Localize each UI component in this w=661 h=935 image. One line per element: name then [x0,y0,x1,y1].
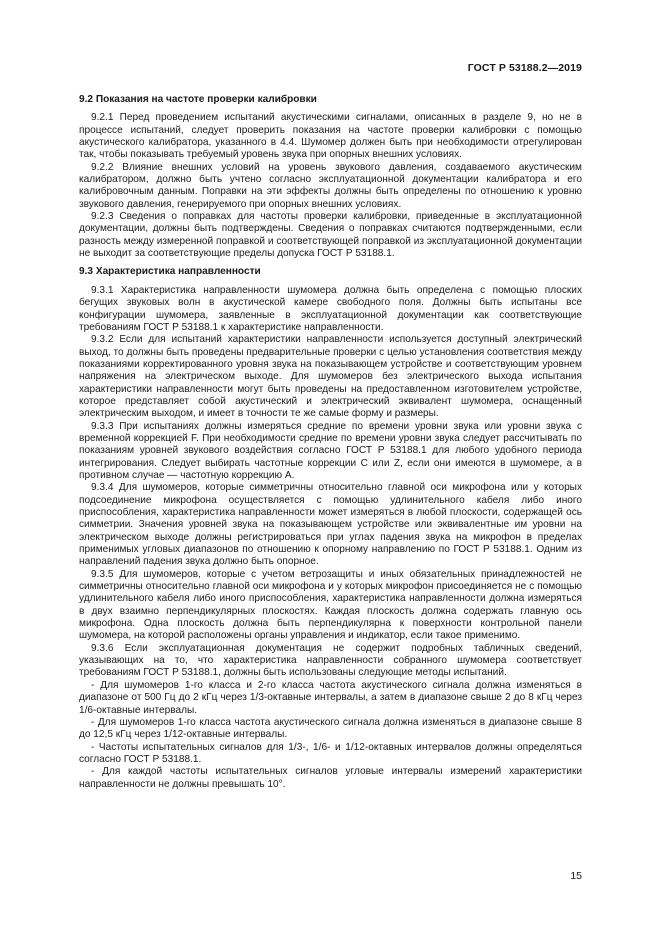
section-heading-9-3: 9.3 Характеристика направленности [79,266,261,278]
paragraph-9-3-6: 9.3.6 Если эксплуатационная документация не содержит подробных табличных сведений, указывающих на то, что характеристика направленности собранного шумомера соответствует требованиям ГОСТ Р 53188.1, должны быть использованы следующие методы испытаний. [79,642,582,679]
paragraph-9-2-3: 9.2.3 Сведения о поправках для частоты проверки калибровки, приведенные в эксплуатационной документации, должны быть подтверждены. Сведения о поправках считаются подтвержденными, если разность между измеренной поправкой и соответствующей поправкой из эксплуатационной документации не выходит за соответствующие пределы допуска ГОСТ Р 53188.1. [79,211,582,260]
paragraph-9-3-4: 9.3.4 Для шумомеров, которые симметричны относительно главной оси микрофона или у которых подсоединение микрофона осуществляется с помощью удлинительного кабеля либо иного приспособления, характеристика направленности может измеряться в любой плоскости, содержащей ось симметрии. Значения уровней звука на показывающем устройстве или эквивалентные им уровни на электрическом выходе должны регистрироваться при углах падения звука на микрофон в пределах применимых угловых диапазонов по отношению к опорному направлению по ГОСТ Р 53188.1. Одним из направлений падения звука должно быть опорное. [79,482,582,568]
list-item-class-1: - Для шумомеров 1-го класса частота акустического сигнала должна изменяться в диапазоне свыше 8 до 12,5 кГц через 1/12-октавные интервалы. [79,716,582,741]
paragraph-9-3-1: 9.3.1 Характеристика направленности шумомера должна быть определена с помощью плоских бегущих звуковых волн в акустической камере свободного поля. Должны быть испытаны все конфигурации шумомера, заявленные в эксплуатационной документации как соответствующие требованиям ГОСТ Р 53188.1 к характеристике направленности. [79,284,582,333]
document-body [79,94,582,791]
list-item-frequencies: - Частоты испытательных сигналов для 1/3-, 1/6- и 1/12-октавных интервалов должны определяться согласно ГОСТ Р 53188.1. [79,741,582,765]
list-item-angular-intervals: - Для каждой частоты испытательных сигналов угловые интервалы измерений характеристики направленности не должны превышать 10°. [79,766,582,790]
paragraph-9-2-1: 9.2.1 Перед проведением испытаний акустическими сигналами, описанных в разделе 9, но не в процессе испытаний, следует проверить показания на частоте проверки калибровки с помощью акустического калибратора, указанного в 4.4. Шумомер должен быть при необходимости отрегулирован так, чтобы показывать требуемый уровень звука при опорных внешних условиях. [79,112,582,161]
page-number: 15 [570,870,582,882]
document-code: ГОСТ Р 53188.2—2019 [467,62,582,74]
paragraph-9-2-2: 9.2.2 Влияние внешних условий на уровень звукового давления, создаваемого акустическим калибратором, должно быть учтено согласно эксплуатационной документации калибратора и его калибровочным данным. Поправки на эти эффекты должны быть определены по отношению к уровню звукового давления, генерируемого при опорных внешних условиях. [79,161,582,210]
paragraph-9-3-5: 9.3.5 Для шумомеров, которые с учетом ветрозащиты и иных обязательных принадлежностей не симметричны относительно главной оси микрофона и у которых микрофон присоединяется не с помощью удлинительного кабеля либо иного приспособления, характеристика направленности должна измеряться в двух взаимно перпендикулярных плоскостях. Каждая плоскость должна содержать главную ось микрофона. Одна плоскость должна быть перпендикулярна к поверхности контрольной панели шумомера, на которой расположены органы управления и индикатор, если такое применимо. [79,568,582,642]
paragraph-9-3-3: 9.3.3 При испытаниях должны измеряться средние по времени уровни звука или уровни звука с временной коррекцией F. При необходимости средние по времени уровни звука следует рассчитывать по показаниям уровней звукового воздействия согласно ГОСТ Р 53188.1 для любого удобного периода интегрирования. Следует выбирать частотные коррекции C или Z, если они имеются в шумомере, а в противном случае — частотную коррекцию A. [79,420,582,481]
list-item-class-1-2: - Для шумомеров 1-го класса и 2-го класса частота акустического сигнала должна изменяться в диапазоне от 500 Гц до 2 кГц через 1/3-октавные интервалы, а затем в диапазоне свыше 2 до 8 кГц через 1/6-октавные интервалы. [79,679,582,716]
section-heading-9-2: 9.2 Показания на частоте проверки калибровки [79,94,317,105]
paragraph-9-3-2: 9.3.2 Если для испытаний характеристики направленности используется доступный электрический выход, то должны быть проведены предварительные проверки с целью установления соответствия между показаниями корректированного уровня звука на показывающем устройстве и соответствующим уровнем напряжения на электрическом выходе. Для шумомеров без электрического выхода испытания характеристики направленности могут быть проведены на предоставленном изготовителем устройстве, которое представляет собой акустический и электрический эквивалент шумомера, оснащенный электрическим выходом, и имеет в точности те же самые форму и размеры. [79,334,582,420]
